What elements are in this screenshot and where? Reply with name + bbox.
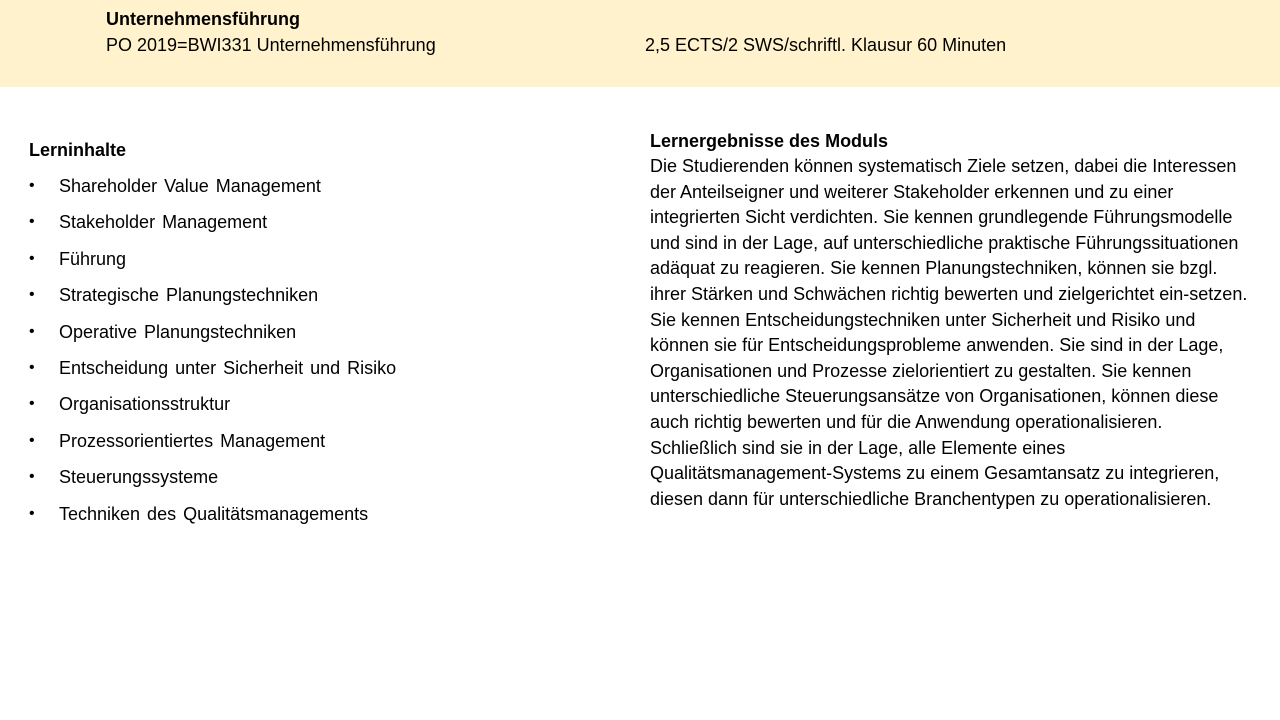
- list-item: [29, 503, 589, 525]
- list-item: [29, 321, 589, 343]
- module-code: PO 2019=BWI331 Unternehmensführung: [106, 35, 436, 55]
- topic-label: Shareholder Value Management: [59, 176, 321, 196]
- list-item: [29, 284, 589, 306]
- learning-outcomes-heading: Lernergebnisse des Moduls: [650, 131, 889, 151]
- list-item: [29, 357, 589, 379]
- topic-label: Prozessorientiertes Management: [59, 430, 326, 451]
- bullet-icon: •: [29, 431, 35, 449]
- bullet-icon: •: [29, 213, 35, 231]
- bullet-icon: •: [29, 395, 35, 413]
- learning-contents-section: [29, 139, 589, 539]
- topic-label: Operative Planungstechniken: [59, 321, 297, 342]
- module-credits: 2,5 ECTS/2 SWS/schriftl. Klausur 60 Minuten: [645, 35, 1007, 55]
- topic-label: Techniken des Qualitätsmanagements: [59, 503, 369, 524]
- list-item: [29, 430, 589, 452]
- topic-list: [29, 175, 589, 525]
- list-item: [29, 248, 589, 270]
- learning-contents-heading: Lerninhalte: [29, 140, 127, 160]
- topic-label: Stakeholder Management: [59, 212, 268, 233]
- learning-outcomes-text: Die Studierenden können systematisch Ziele setzen, dabei die Interessen der Anteilseigner und weiterer Stakeholder erkennen und zu einer integrierten Sicht verdichten. Sie kennen grundlegende Führungsmodelle und sind in der Lage, auf unterschiedliche praktische Führungssituationen adäquat zu reagieren. Sie kennen Planungstechniken, können sie bzgl. ihrer Stärken und Schwächen richtig bewerten und zielgerichtet ein-setzen. Sie kennen Entscheidungstechniken unter Sicherheit und Risiko und können sie für Entscheidungsprobleme anwenden. Sie sind in der Lage, Organisationen und Prozesse zielorientiert zu gestalten. Sie kennen unterschiedliche Steuerungsansätze von Organisationen, können diese auch richtig bewerten und für die Anwendung operationalisieren. Schließlich sind sie in der Lage, alle Elemente eines Qualitätsmanagement-Systems zu einem Gesamtansatz zu integrieren, diesen dann für unterschiedliche Branchentypen zu operationalisieren.: [650, 156, 1248, 509]
- topic-label: Strategische Planungstechniken: [59, 285, 319, 306]
- module-title: Unternehmensführung: [106, 9, 301, 29]
- bullet-icon: •: [29, 504, 35, 522]
- bullet-icon: •: [29, 468, 35, 486]
- bullet-icon: •: [29, 286, 35, 304]
- bullet-icon: •: [29, 177, 35, 194]
- bullet-icon: •: [29, 249, 35, 267]
- list-item: [29, 393, 589, 415]
- bullet-icon: •: [29, 322, 35, 340]
- learning-outcomes-section: [650, 130, 1250, 512]
- topic-label: Steuerungssysteme: [59, 467, 219, 488]
- header-banner: [0, 0, 1280, 87]
- list-item: [29, 466, 589, 488]
- topic-label: Organisationsstruktur: [59, 394, 231, 415]
- bullet-icon: •: [29, 358, 35, 376]
- topic-label: Führung: [59, 248, 127, 269]
- list-item: [29, 175, 589, 197]
- topic-label: Entscheidung unter Sicherheit und Risiko: [59, 357, 397, 378]
- list-item: [29, 211, 589, 233]
